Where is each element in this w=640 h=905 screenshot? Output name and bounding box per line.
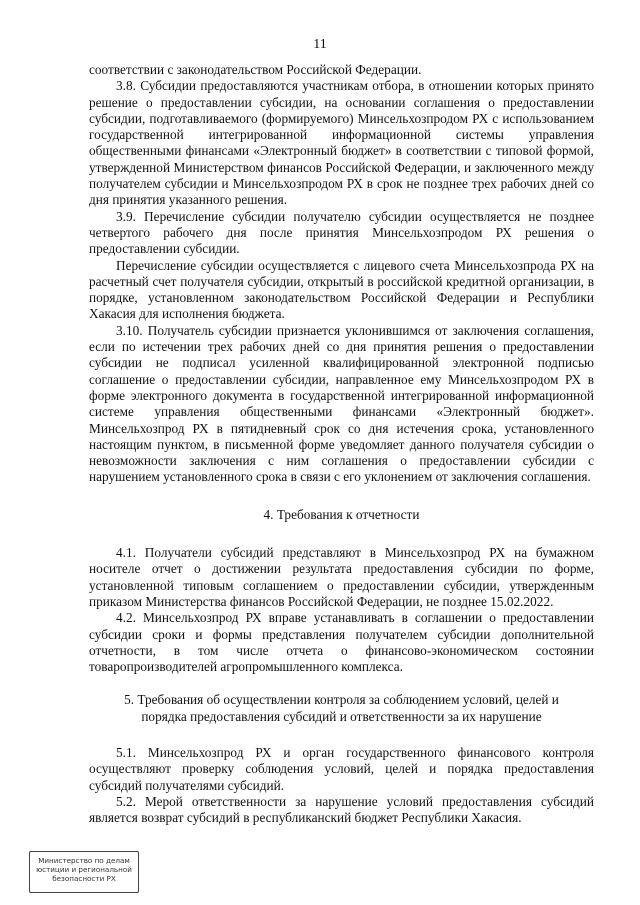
paragraph-5-1: 5.1. Минсельхозпрод РХ и орган государственного финансового контроля осуществляют проверку соблюдения условий, целей и порядка предоставления субсидий получателями субсидий. bbox=[89, 744, 594, 793]
paragraph-5-2: 5.2. Мерой ответственности за нарушение условий предоставления субсидий является возврат субсидий в республиканский бюджет Республики Хакасия. bbox=[89, 793, 594, 826]
paragraph-4-2: 4.2. Минсельхозпрод РХ вправе устанавливать в соглашении о предоставлении субсидии сроки и формы представления получателем субсидии дополнительной отчетности, в том числе отчета о финансово-экономическом состоянии товаропроизводителей агропромышленного комплекса. bbox=[89, 610, 594, 675]
section-4-heading: 4. Требования к отчетности bbox=[263, 506, 420, 522]
page-number: 11 bbox=[313, 37, 327, 52]
paragraph-4-1: 4.1. Получатели субсидий представляют в Минсельхозпрод РХ на бумажном носителе отчет о достижении результата предоставления субсидии по форме, установленной типовым соглашением о предоставлении субсидии, утвержденным приказом Министерства финансов Российской Федерации, не позднее 15.02.2022. bbox=[89, 545, 594, 609]
document-body bbox=[89, 62, 594, 826]
section-5-heading-line-2: порядка предоставления субсидий и ответственности за их нарушение bbox=[141, 708, 542, 724]
paragraph-3-9: 3.9. Перечисление субсидии получателю субсидии осуществляется не позднее четвертого рабочего дня после принятия Минсельхозпродом РХ решения о предоставлении субсидии. bbox=[89, 208, 594, 257]
stamp-line-2: юстиции и региональной bbox=[36, 865, 132, 874]
paragraph-3-10: 3.10. Получатель субсидии признается уклонившимся от заключения соглашения, если по истечении трех рабочих дней со дня принятия решения о предоставлении субсидии не подписал усиленной квалифицированной электронной подписью соглашение о предоставлении субсидии, направленное ему Минсельхозпродом РХ в форме электронного документа в государственной интегрированной информационной системе управления общественными финансами «Электронный бюджет». Минсельхозпрод РХ в пятидневный срок со дня истечения срока, установленного настоящим пунктом, в письменной форме уведомляет данного получателя субсидии о невозможности заключения с ним соглашения о предоставлении субсидии с нарушением установленного срока в связи с его уклонением от заключения соглашения. bbox=[89, 322, 594, 485]
paragraph-continuation: соответствии с законодательством Российской Федерации. bbox=[89, 62, 422, 77]
registration-stamp bbox=[29, 851, 139, 893]
paragraph-3-8: 3.8. Субсидии предоставляются участникам отбора, в отношении которых принято решение о предоставлении субсидии, на основании соглашения о предоставлении субсидии, подготавливаемого (формируемого) Минсельхозпродом РХ с использованием государственной интегрированной информационной системы управления общественными финансами «Электронный бюджет» в соответствии с типовой формой, утвержденной Министерством финансов Российской Федерации, и заключенного между получателем субсидии и Минсельхозпродом РХ в срок не позднее трех рабочих дней со дня принятия указанного решения. bbox=[89, 78, 594, 208]
stamp-line-3: безопасности РХ bbox=[52, 874, 116, 883]
paragraph-transfer: Перечисление субсидии осуществляется с лицевого счета Минсельхозпрода РХ на расчетный счет получателя субсидии, открытый в российской кредитной организации, в порядке, установленном законодательством Российской Федерации и Республики Хакасия для исполнения бюджета. bbox=[89, 257, 594, 322]
section-5-heading-line-1: 5. Требования об осуществлении контроля за соблюдением условий, целей и bbox=[124, 692, 559, 708]
section-5-heading bbox=[89, 692, 594, 725]
stamp-line-1: Министерство по делам bbox=[38, 856, 130, 865]
